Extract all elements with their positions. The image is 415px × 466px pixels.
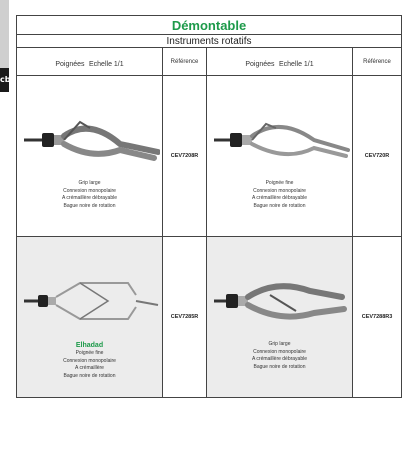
reference-column-header-2: Référence xyxy=(353,48,402,76)
scale-label-2: Echelle 1/1 xyxy=(279,60,314,68)
reference-column-header: Référence xyxy=(163,48,207,76)
product-line: A crémaillère débrayable xyxy=(251,195,308,201)
product-reference: CEV720R xyxy=(353,76,402,237)
product-line: Connexion monopolaire xyxy=(63,187,116,194)
product-line: Bague noire de rotation xyxy=(253,202,306,209)
handles-column-header-2 xyxy=(207,48,353,76)
product-line: A crémaillère débrayable xyxy=(61,195,118,201)
product-reference: CEV7208R xyxy=(163,76,207,237)
instrument-grip-large-icon xyxy=(20,100,160,180)
handles-label-2: Poignées xyxy=(245,60,275,68)
scale-label: Echelle 1/1 xyxy=(89,60,124,68)
product-cell xyxy=(207,237,353,398)
catalog-table xyxy=(16,15,402,398)
instrument-grip-large-2-icon xyxy=(210,261,350,341)
product-line: A crémaillère xyxy=(75,365,104,371)
instrument-elhadad-icon xyxy=(20,261,160,341)
product-brand: Elhadad xyxy=(75,342,104,349)
product-cell xyxy=(17,237,163,398)
product-description xyxy=(207,341,352,371)
product-line: Poignée fine xyxy=(75,350,104,356)
product-cell xyxy=(207,76,353,237)
product-line: Connexion monopolaire xyxy=(63,357,116,364)
product-line: Connexion monopolaire xyxy=(253,187,306,194)
chapter-side-tab xyxy=(0,0,9,92)
product-reference: CEV7288R3 xyxy=(353,237,402,398)
product-line: Connexion monopolaire xyxy=(253,348,306,355)
product-reference: CEV7285R xyxy=(163,237,207,398)
product-line: A crémaillère débrayable xyxy=(251,356,308,362)
product-line: Bague noire de rotation xyxy=(253,363,306,370)
instrument-fine-handle-icon xyxy=(210,100,350,180)
catalog-subtitle: Instruments rotatifs xyxy=(17,35,402,48)
product-line: Grip large xyxy=(78,180,101,186)
handles-label: Poignées xyxy=(55,60,85,68)
product-description xyxy=(17,180,162,210)
handles-column-header xyxy=(17,48,163,76)
product-line: Poignée fine xyxy=(265,180,294,186)
product-line: Grip large xyxy=(268,341,291,347)
product-description xyxy=(17,350,162,380)
catalog-title: Démontable xyxy=(17,16,402,35)
product-description xyxy=(207,180,352,210)
chapter-tab-glyph: cb xyxy=(0,75,11,84)
product-cell xyxy=(17,76,163,237)
product-line: Bague noire de rotation xyxy=(63,372,116,379)
product-line: Bague noire de rotation xyxy=(63,202,116,209)
